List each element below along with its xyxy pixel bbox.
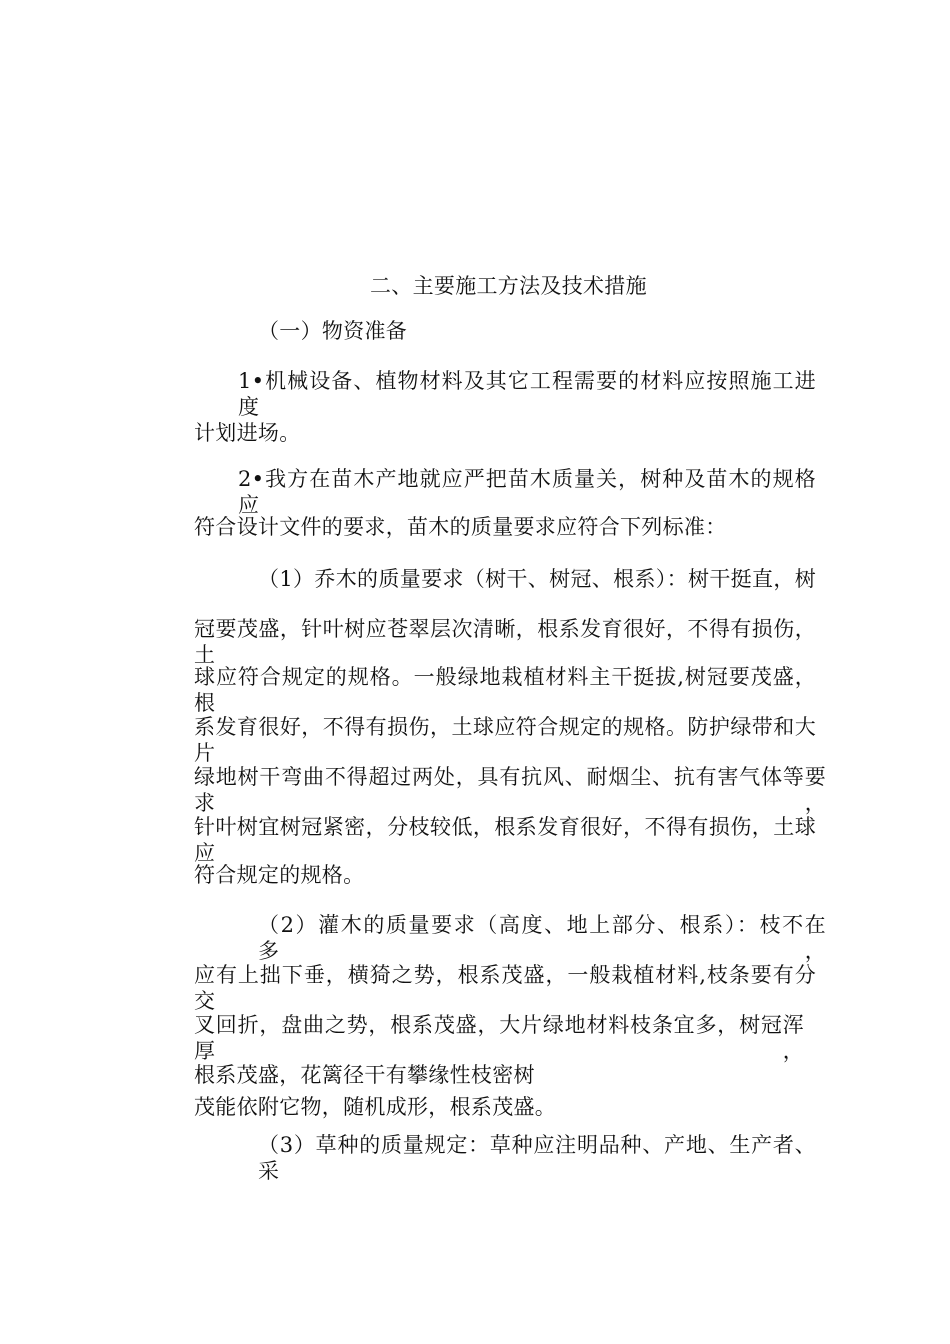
para1-line1: 1•机械设备、植物材料及其它工程需要的材料应按照施工进度 — [238, 369, 816, 419]
item1-line3: 球应符合规定的规格。一般绿地栽植材料主干挺拔,树冠要茂盛，根 — [194, 665, 816, 715]
item2-line3: 叉回折，盘曲之势，根系茂盛，大片绿地材料枝条宜多，树冠浑厚， — [194, 1013, 804, 1063]
para2-line2: 符合设计文件的要求，苗木的质量要求应符合下列标准： — [194, 515, 727, 539]
item2-line5: 茂能依附它物，随机成形，根系茂盛。 — [194, 1095, 557, 1119]
item2-line1: （2）灌木的质量要求（高度、地上部分、根系）：枝不在多， — [258, 913, 826, 963]
item1-line6: 针叶树宜树冠紧密，分枝较低，根系发育很好，不得有损伤，土球应 — [194, 815, 816, 865]
subsection-title: （一）物资准备 — [258, 319, 408, 343]
para1-line2: 计划进场。 — [194, 421, 301, 445]
item1-line4: 系发育很好，不得有损伤，土球应符合规定的规格。防护绿带和大片 — [194, 715, 816, 765]
item1-line1: （1）乔木的质量要求（树干、树冠、根系）：树干挺直，树 — [258, 567, 816, 591]
item2-line4: 根系茂盛，花篱径干有攀缘性枝密树 — [194, 1063, 535, 1087]
item1-line2: 冠要茂盛，针叶树应苍翠层次清晰，根系发育很好，不得有损伤，土 — [194, 617, 816, 667]
item1-line7: 符合规定的规格。 — [194, 863, 365, 887]
item2-line2: 应有上拙下垂，横猗之势，根系茂盛，一般栽植材料,枝条要有分交 — [194, 963, 816, 1013]
section-title: 二、主要施工方法及技术措施 — [370, 274, 647, 298]
item1-line5: 绿地树干弯曲不得超过两处，具有抗风、耐烟尘、抗有害气体等要求， — [194, 765, 826, 815]
item3-line1: （3）草种的质量规定：草种应注明品种、产地、生产者、采 — [258, 1133, 816, 1183]
para2-line1: 2•我方在苗木产地就应严把苗木质量关，树种及苗木的规格应 — [238, 467, 816, 517]
